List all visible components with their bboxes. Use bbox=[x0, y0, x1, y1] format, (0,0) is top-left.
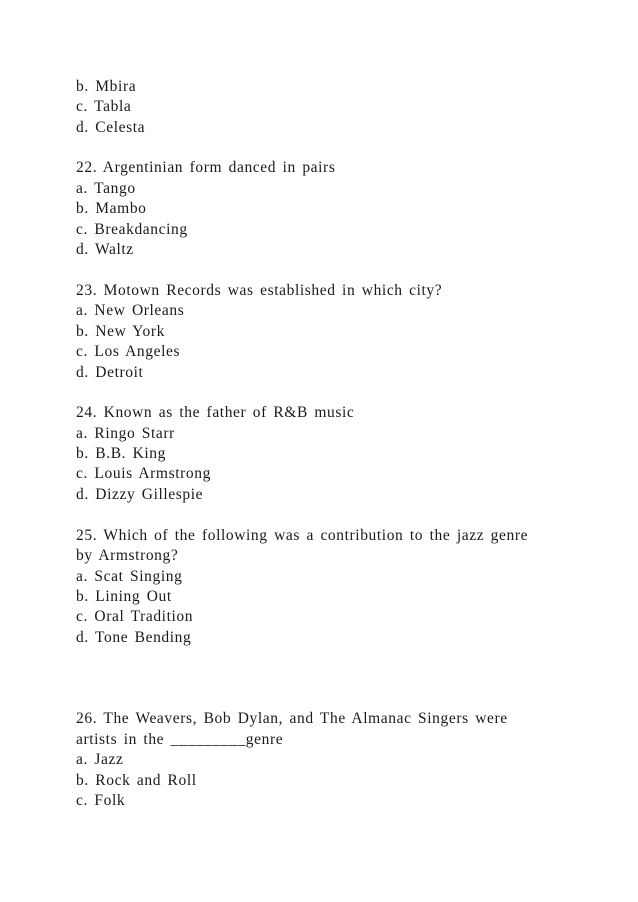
option-22b: b. Mambo bbox=[76, 200, 147, 217]
option-21d: d. Celesta bbox=[76, 119, 146, 136]
question-26-continued: artists in the _________genre bbox=[76, 731, 284, 748]
option-25d: d. Tone Bending bbox=[76, 629, 192, 646]
option-23a: a. New Orleans bbox=[76, 302, 185, 319]
option-22a: a. Tango bbox=[76, 180, 136, 197]
option-23c: c. Los Angeles bbox=[76, 343, 181, 360]
option-24a: a. Ringo Starr bbox=[76, 425, 175, 442]
option-25c: c. Oral Tradition bbox=[76, 608, 194, 625]
option-26c: c. Folk bbox=[76, 792, 126, 809]
option-21c: c. Tabla bbox=[76, 98, 132, 115]
option-24d: d. Dizzy Gillespie bbox=[76, 486, 204, 503]
option-23b: b. New York bbox=[76, 323, 165, 340]
question-25: 25. Which of the following was a contribution to the jazz genre bbox=[76, 527, 529, 544]
option-25a: a. Scat Singing bbox=[76, 568, 183, 585]
option-21b: b. Mbira bbox=[76, 78, 137, 95]
option-25b: b. Lining Out bbox=[76, 588, 172, 605]
question-24: 24. Known as the father of R&B music bbox=[76, 404, 355, 421]
option-26b: b. Rock and Roll bbox=[76, 772, 197, 789]
option-23d: d. Detroit bbox=[76, 364, 144, 381]
question-22: 22. Argentinian form danced in pairs bbox=[76, 159, 336, 176]
option-22c: c. Breakdancing bbox=[76, 221, 188, 238]
question-23: 23. Motown Records was established in which city? bbox=[76, 282, 443, 299]
option-22d: d. Waltz bbox=[76, 241, 134, 258]
option-24c: c. Louis Armstrong bbox=[76, 465, 211, 482]
option-24b: b. B.B. King bbox=[76, 445, 167, 462]
option-26a: a. Jazz bbox=[76, 751, 124, 768]
question-26: 26. The Weavers, Bob Dylan, and The Almanac Singers were bbox=[76, 710, 508, 727]
question-25-continued: by Armstrong? bbox=[76, 547, 179, 564]
